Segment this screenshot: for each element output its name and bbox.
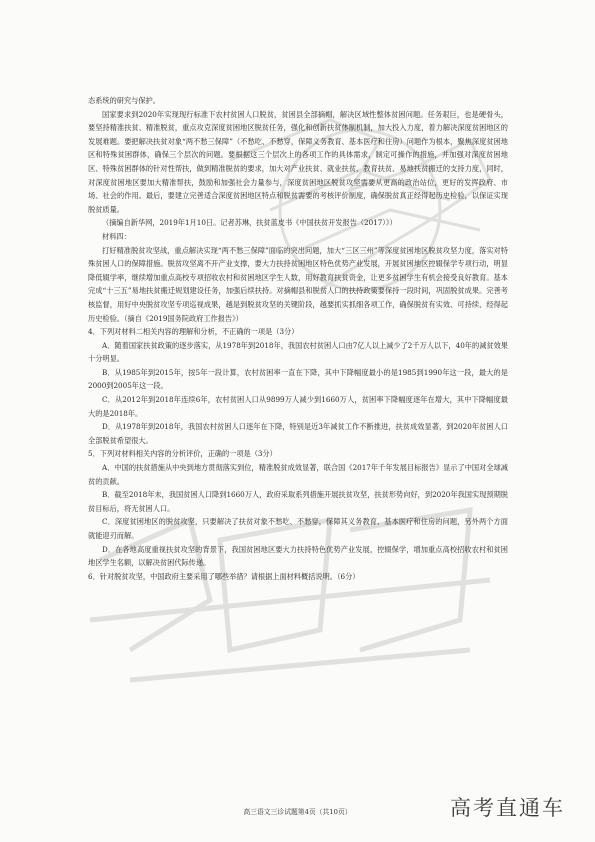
question-4-option-a: A．随着国家扶贫政策的逐步落实，从1978年到2018年，我国农村贫困人口由7亿人以上减少了2千万人以下，40年的减贫效果十分明显。 [88, 340, 508, 364]
question-4-option-c: C．从2012年到2018年连续6年，农村贫困人口从9899万人减少到1660万人，贫困率下降幅度逐年在增大，其中下降幅度最大的是2018年。 [88, 395, 508, 418]
question-5-option-b: B．截至2018年末，我国贫困人口降到1660万人，政府采取系列措施开展扶贫攻坚，扶贫形势向好，到2020年我国实现预期脱贫目标后，将无贫困人口。 [88, 490, 508, 513]
material-four-body [88, 244, 508, 326]
question-4-option-d: D．从1978年到2018年，我国农村贫困人口逐年在下降，特别是近3年减贫工作不断推进，扶贫成效显著，到2020年贫困人口全部脱贫希望很大。 [88, 422, 508, 445]
question-5-option-a: A．中国的扶贫措施从中央到地方贯彻落实到位，精准脱贫成效显著，联合国《2017年千年发展目标报告》显示了中国对全球减贫的贡献。 [88, 463, 508, 486]
material-four-source: （摘自《2019国务院政府工作报告》） [123, 313, 243, 323]
material-four-text: 打好精准脱贫攻坚战，重点解决实现“两不愁三保障”面临的突出问题，加大“三区三州”等深度贫困地区脱贫攻坚力度，落实对特殊贫困人口的保障措施。脱贫攻坚离不开产业支撑，要大力扶持贫困地区特色优势产业发展，开展贫困地区控辍保学专项行动，明显降低辍学率，继续增加重点高校专项招收农村和贫困地区学生人数，用好教育扶贫资金，让更多贫困学生有机会接受良好教育。基本完成“十三五”易地扶贫搬迁规划建设任务，加强后续扶持。对摘帽县和脱贫人口的扶持政策要保持一段时间，巩固脱贫成果。完善考核监督，用好中央脱贫攻坚专项巡视成果，越是到脱贫攻坚的关键阶段，越要抓实抓细各项工作，确保脱贫有实效、可持续、经得起历史检验。 [88, 245, 508, 323]
question-5-option-d: D．在各地高度重视扶贫攻坚的背景下，我国贫困地区要大力扶持特色优势产业发展，控辍保学，增加重点高校招收农村和贫困地区学生名额，以解决贫困代际传递。 [88, 544, 508, 568]
question-4-stem: 4．下列对材料二相关内容的理解和分析，不正确的一项是（3分） [88, 327, 299, 337]
question-5-option-c: C．深度贫困地区的脱贫攻坚，只要解决了扶贫对象不愁吃、不愁穿，保障其义务教育、基本医疗和住房的问题，另外两个方面就能迎刃而解。 [88, 517, 508, 540]
brand-watermark: 高考直通车 [450, 796, 565, 820]
question-5-stem: 5．下列对材料相关内容的分析评价，正确的一项是（3分） [88, 449, 277, 459]
source-citation: （摘编自新华网，2019年1月10日。记者苏琳，扶贫蓝皮书《中国扶贫开发报告（2017）》） [102, 218, 397, 228]
question-6-stem: 6．针对脱贫攻坚，中国政府主要采用了哪些举措？请根据上面材料概括说明。（6分） [88, 571, 360, 581]
paragraph-intro-end: 态系统的研究与保护。 [88, 96, 160, 105]
material-four-title: 材料四： [102, 231, 131, 241]
page-footer: 高三语文三诊试题第4页（共10页） [243, 808, 352, 816]
question-4-option-b: B．从1985年到2015年，按5年一段计算，农村贫困率一直在下降，其中下降幅度最小的是1985到1990年这一段，最大的是2000到2005年这一段。 [88, 367, 508, 391]
paragraph-material-three: 国家要求到2020年实现现行标准下农村贫困人口脱贫，贫困县全部摘帽，解决区域性整体贫困问题。任务艰巨，也是硬骨头，要坚持精准扶贫、精准脱贫，重点攻克深度贫困地区脱贫任务，强化和创新扶贫体制机制，加大投入力度，着力解决深度贫困地区的发展难题。要把解决扶贫对象“两不愁三保障”（不愁吃、不愁穿，保障义务教育、基本医疗和住房）问题作为根本，聚焦深度贫困地区和特殊贫困群体，确保三个层次的问题。要根据这三个层次上的各项工作的具体需求，制定可操作的措施，并加强对深度贫困地区、特殊贫困群体的针对性帮扶，做到精准脱贫的要求，加大对产业扶贫、就业扶贫、教育扶贫、易地扶贫搬迁的支持力度，同时，对深度贫困地区要加大精准帮扶，鼓励和加强社会力量参与，深度贫困地区脱贫攻坚需要从更高的政治站位，更好的发挥政府、市场、社会的作用。最后，要建立完善适合深度贫困地区特点和脱贫需要的考核评价制度，确保脱贫真正经得起历史检验，以保证实现脱贫质量。 [88, 109, 508, 214]
document-body [88, 94, 508, 583]
